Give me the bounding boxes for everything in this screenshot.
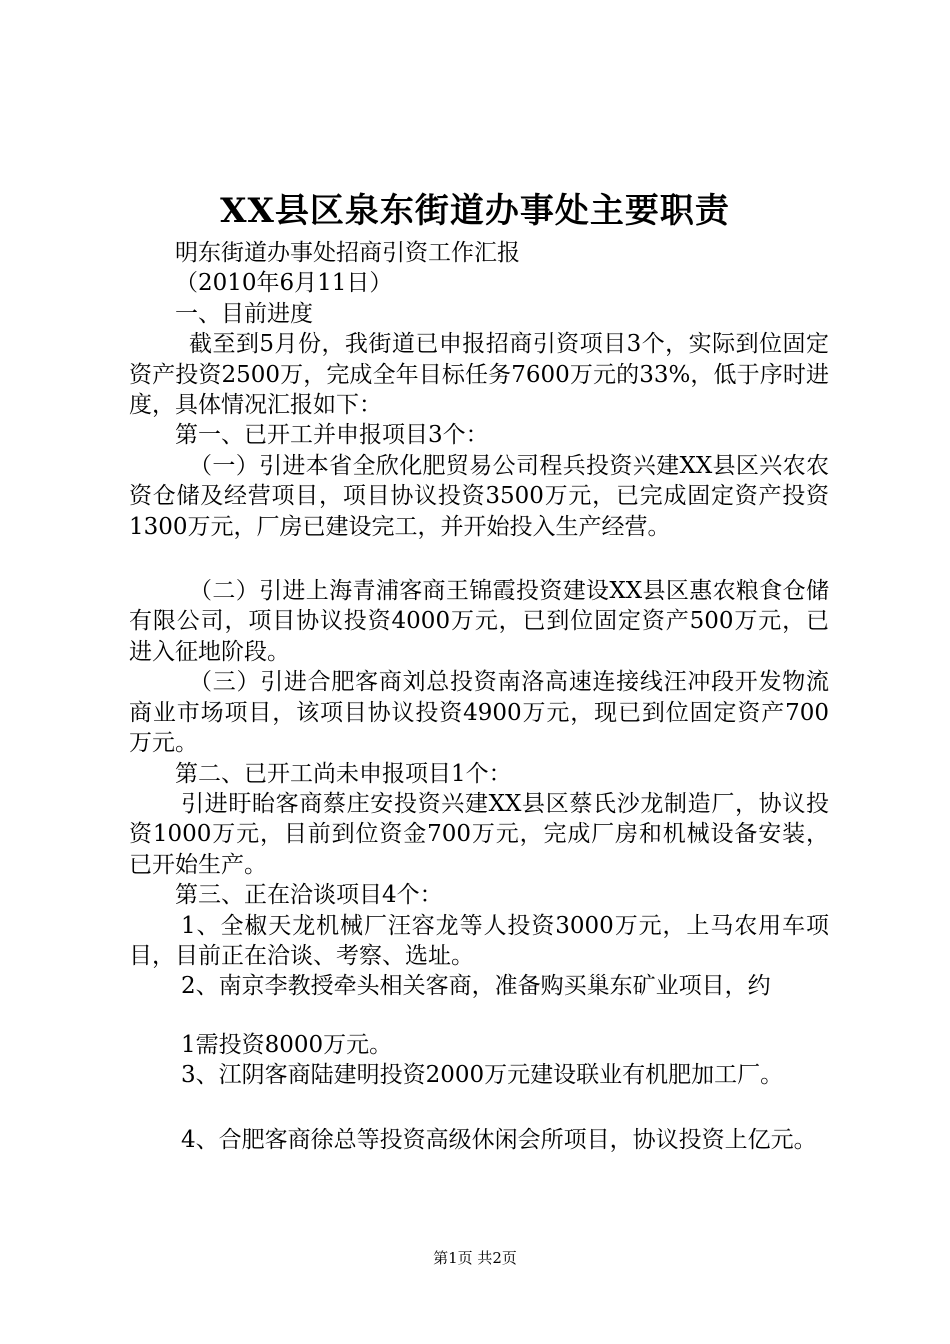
document-body	[129, 238, 829, 1155]
paragraph-negotiation-4: 4、合肥客商徐总等投资高级休闲会所项目，协议投资上亿元。	[181, 1126, 817, 1153]
paragraph-negotiation-3: 3、江阴客商陆建明投资2000万元建设联业有机肥加工厂。	[181, 1062, 784, 1089]
paragraph-project-1: （一）引进本省全欣化肥贸易公司程兵投资兴建XX县区兴农农资仓储及经营项目，项目协议投资3500万元，已完成固定资产投资1300万元，厂房已建设完工，并开始投入生产经营。	[129, 452, 829, 540]
paragraph-negotiation-2: 2、南京李教授牵头相关客商，准备购买巢东矿业项目，约	[181, 973, 771, 1000]
document-title: XX县区泉东街道办事处主要职责	[220, 191, 730, 231]
paragraph-subtitle: 明东街道办事处招商引资工作汇报	[175, 240, 520, 266]
paragraph-section-3: 第三、正在洽谈项目4个：	[175, 882, 443, 909]
paragraph-negotiation-2-cont: 1需投资8000万元。	[181, 1031, 393, 1058]
paragraph-project-2: （二）引进上海青浦客商王锦霞投资建设XX县区惠农粮食仓储有限公司，项目协议投资4000万元，已到位固定资产500万元，已进入征地阶段。	[129, 578, 829, 665]
page-footer: 第1页 共2页	[433, 1249, 517, 1267]
paragraph-date: （2010年6月11日）	[175, 270, 393, 297]
paragraph-progress: 截至到5月份，我街道已申报招商引资项目3个，实际到位固定资产投资2500万，完成全年目标任务7600万元的33%，低于序时进度，具体情况汇报如下：	[129, 331, 829, 419]
paragraph-section-1: 第一、已开工并申报项目3个：	[175, 422, 489, 449]
paragraph-section-2: 第二、已开工尚未申报项目1个：	[175, 760, 512, 787]
paragraph-unreported-project: 引进盱眙客商蔡庄安投资兴建XX县区蔡氏沙龙制造厂，协议投资1000万元，目前到位资金700万元，完成厂房和机械设备安装，已开始生产。	[129, 790, 829, 878]
paragraph-heading-1: 一、目前进度	[175, 300, 313, 327]
paragraph-project-3: （三）引进合肥客商刘总投资南洛高速连接线汪冲段开发物流商业市场项目，该项目协议投资4900万元，现已到位固定资产700万元。	[129, 669, 829, 757]
paragraph-negotiation-1: 1、全椒天龙机械厂汪容龙等人投资3000万元，上马农用车项目，目前正在洽谈、考察、选址。	[129, 912, 829, 969]
